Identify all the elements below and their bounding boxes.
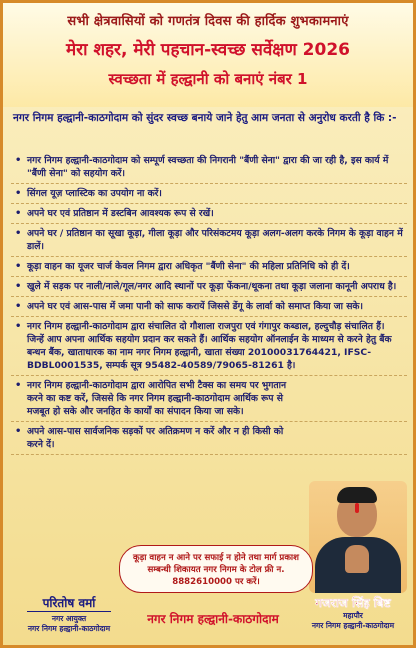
list-item xyxy=(11,257,407,277)
organization-name: नगर निगम हल्द्वानी-काठगोदाम xyxy=(147,612,279,626)
list-item xyxy=(11,297,407,317)
list-item-text: खुले में सड़क पर नाली/नाले/गूल/नगर आदि स्थानों पर कूड़ा फेंकना/थूकना तथा कूड़ा जलाना कानूनी अपराध है। xyxy=(27,281,397,292)
list-item xyxy=(11,422,407,455)
bullet-icon: • xyxy=(15,426,22,437)
list-item-text: नगर निगम हल्द्वानी-काठगोदाम द्वारा संचालित दो गौशाला राजपुरा एवं गंगापुर कब्डाल, हल्दुचौड़ संचालित हैं। जिन्हें आप अपना आर्थिक सहयोग प्रदान कर सकते हैं। आर्थिक सहयोग ऑनलाईन के माध्यम से करने हेतु बैंक बन्धन बैंक, खाताधारक का नाम नगर निगम हल्द्वानी, खाता संख्या 20100031764421, IFSC-BDBL0001535, सम्पर्क सूत्र 95482-40589/79065-81261 है। xyxy=(27,321,392,371)
list-item xyxy=(11,277,407,297)
footer xyxy=(3,595,413,645)
bullet-icon: • xyxy=(15,380,22,391)
commissioner-name: परितोष वर्मा xyxy=(27,595,111,612)
mayor-name: गजराज सिंह बिष्ट xyxy=(315,596,391,610)
list-item-text: सिंगल यूज़ प्लास्टिक का उपयोग ना करें। xyxy=(27,188,162,199)
bullet-icon: • xyxy=(15,155,22,166)
subheadline: स्वच्छता में हल्द्वानी को बनाएं नंबर 1 xyxy=(108,70,308,88)
commissioner-title: नगर आयुक्त xyxy=(51,614,87,623)
commissioner-signature xyxy=(9,595,129,634)
photo-tilak xyxy=(355,503,359,513)
mayor-photo xyxy=(309,481,407,593)
list-item-text: अपने घर एवं आस-पास में जमा पानी को साफ करायें जिससे डेंगू के लार्वा को समाप्त किया जा सके। xyxy=(27,301,363,312)
headline: मेरा शहर, मेरी पहचान-स्वच्छ सर्वेक्षण 2026 xyxy=(66,40,350,60)
folded-hands-icon xyxy=(345,545,369,573)
list-item-text: नगर निगम हल्द्वानी-काठगोदाम को सम्पूर्ण स्वच्छता की निगरानी "बैंणी सेना" द्वारा की जा रही है, इस कार्य में "बैंणी सेना" को सहयोग करें। xyxy=(27,155,389,179)
bullet-icon: • xyxy=(15,188,22,199)
list-item xyxy=(11,204,407,224)
bullet-icon: • xyxy=(15,301,22,312)
list-item-text: अपने घर / प्रतिष्ठान का सूखा कूड़ा, गीला कूड़ा और परिसंकटमय कूड़ा अलग-अलग करके निगम के कूड़ा वाहन में डालें। xyxy=(27,228,403,252)
list-item xyxy=(11,184,407,204)
list-item xyxy=(11,151,407,184)
list-item xyxy=(11,376,407,422)
bullet-icon: • xyxy=(15,208,22,219)
appeal-list xyxy=(11,151,407,455)
bullet-icon: • xyxy=(15,321,22,332)
bullet-icon: • xyxy=(15,261,22,272)
header-banner xyxy=(3,3,413,107)
bullet-icon: • xyxy=(15,281,22,292)
mayor-title: महापौर xyxy=(343,611,363,620)
intro-text: नगर निगम हल्द्वानी-काठगोदाम को सुंदर स्वच्छ बनाये जाने हेतु आम जनता से अनुरोध करती है कि :- xyxy=(13,112,397,124)
list-item-text: अपने आस-पास सार्वजनिक सड़कों पर अतिक्रमण न करें और न ही किसी को करने दें। xyxy=(27,426,284,450)
list-item xyxy=(11,224,407,257)
mayor-signature xyxy=(295,595,411,631)
mayor-org: नगर निगम हल्द्वानी-काठगोदाम xyxy=(311,621,395,630)
list-item-text: नगर निगम हल्द्वानी-काठगोदाम द्वारा आरोपित सभी टैक्स का समय पर भुगतान करने का कष्ट करें, जिससे कि नगर निगम हल्द्वानी-काठगोदाम आर्थिक रूप से मजबूत हो सके और जनहित के कार्यों का संपादन किया जा सके। xyxy=(27,380,287,417)
commissioner-org: नगर निगम हल्द्वानी-काठगोदाम xyxy=(27,624,111,633)
list-item-text: अपने घर एवं प्रतिष्ठान में डस्टबिन आवश्यक रूप से रखें। xyxy=(27,208,214,219)
photo-hair xyxy=(337,487,377,503)
list-item xyxy=(11,317,407,376)
bullet-icon: • xyxy=(15,228,22,239)
greeting-text: सभी क्षेत्रवासियों को गणतंत्र दिवस की हार्दिक शुभकामनाएं xyxy=(67,14,349,29)
list-item-text: कूड़ा वाहन का यूजर चार्ज केवल निगम द्वारा अधिकृत "बैंणी सेना" की महिला प्रतिनिधि को ही दें। xyxy=(27,261,350,272)
helpline-callout: कूड़ा वाहन न आने पर सफाई न होने तथा मार्ग प्रकाश सम्बन्धी शिकायत नगर निगम के टोल फ्री न. 8882610000 पर करें। xyxy=(119,545,313,593)
